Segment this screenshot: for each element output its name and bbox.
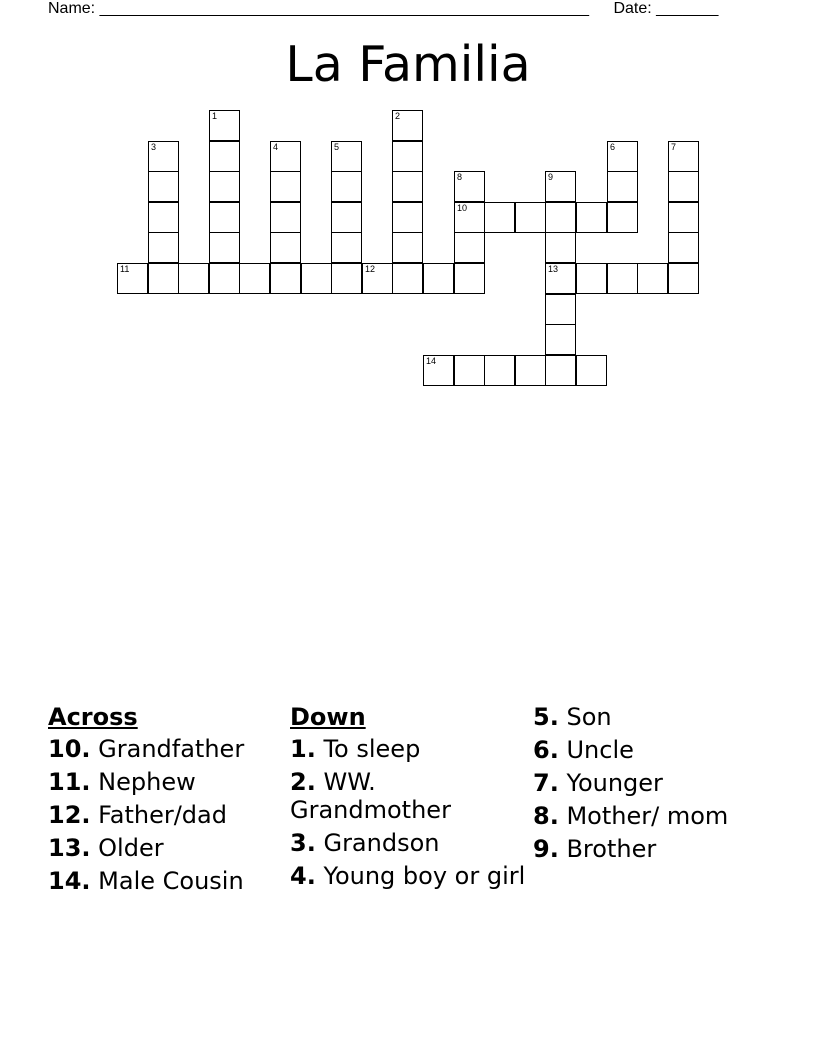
crossword-cell[interactable]	[454, 355, 485, 386]
crossword-cell[interactable]	[148, 171, 179, 202]
crossword-cell[interactable]	[209, 110, 240, 141]
crossword-cell[interactable]	[239, 263, 270, 294]
crossword-cell[interactable]	[209, 171, 240, 202]
crossword-cell[interactable]	[331, 202, 362, 233]
date-field-label: Date: _______	[613, 0, 719, 17]
crossword-cell[interactable]	[668, 202, 699, 233]
crossword-cell[interactable]	[576, 355, 607, 386]
crossword-cell[interactable]	[423, 263, 454, 294]
crossword-cell[interactable]	[515, 355, 546, 386]
clue-down-7: 7. Younger	[533, 769, 663, 797]
clue-down-1: 1. To sleep	[290, 735, 421, 763]
crossword-cell[interactable]	[545, 202, 576, 233]
clue-number: 9	[548, 172, 554, 182]
clue-across-12: 12. Father/dad	[48, 801, 227, 829]
crossword-cell[interactable]	[515, 202, 546, 233]
crossword-cell[interactable]	[545, 232, 576, 263]
crossword-cell[interactable]	[209, 202, 240, 233]
crossword-cell[interactable]	[362, 263, 393, 294]
clue-down-3: 3. Grandson	[290, 829, 440, 857]
crossword-cell[interactable]	[668, 232, 699, 263]
clue-number: 14	[426, 356, 437, 366]
crossword-cell[interactable]	[484, 202, 515, 233]
clue-across-14: 14. Male Cousin	[48, 867, 244, 895]
crossword-cell[interactable]	[270, 232, 301, 263]
clue-number: 11	[120, 264, 130, 274]
crossword-cell[interactable]	[607, 263, 638, 294]
crossword-cell[interactable]	[270, 263, 301, 294]
clue-number: 2	[395, 111, 401, 121]
crossword-cell[interactable]	[545, 324, 576, 355]
clue-number: 13	[548, 264, 559, 274]
down-clues	[290, 703, 526, 895]
clue-number: 7	[671, 142, 677, 152]
clue-down-5: 5. Son	[533, 703, 612, 731]
down-heading: Down	[290, 703, 366, 731]
crossword-cell[interactable]	[270, 202, 301, 233]
crossword-cell[interactable]	[545, 294, 576, 325]
page-title: La Familia	[285, 36, 531, 93]
crossword-cell[interactable]	[454, 232, 485, 263]
clue-down-8: 8. Mother/ mom	[533, 802, 729, 830]
crossword-cell[interactable]	[331, 232, 362, 263]
crossword-cell[interactable]	[148, 202, 179, 233]
crossword-cell[interactable]	[454, 263, 485, 294]
crossword-cell[interactable]	[668, 141, 699, 172]
crossword-cell[interactable]	[668, 263, 699, 294]
crossword-cell[interactable]	[392, 202, 423, 233]
crossword-cell[interactable]	[392, 232, 423, 263]
crossword-cell[interactable]	[178, 263, 209, 294]
down-clues-continued	[533, 703, 769, 868]
clue-number: 12	[365, 264, 376, 274]
across-heading: Across	[48, 703, 138, 731]
crossword-cell[interactable]	[148, 141, 179, 172]
crossword-cell[interactable]	[392, 171, 423, 202]
crossword-cell[interactable]	[545, 355, 576, 386]
clue-across-13: 13. Older	[48, 834, 164, 862]
crossword-cell[interactable]	[607, 202, 638, 233]
crossword-cell[interactable]	[270, 141, 301, 172]
crossword-cell[interactable]	[331, 141, 362, 172]
crossword-cell[interactable]	[576, 202, 607, 233]
across-clues	[48, 703, 284, 900]
clue-number: 10	[457, 203, 468, 213]
clue-down-6: 6. Uncle	[533, 736, 634, 764]
crossword-cell[interactable]	[331, 171, 362, 202]
crossword-cell[interactable]	[209, 263, 240, 294]
clue-number: 1	[212, 111, 218, 121]
clue-number: 8	[457, 172, 463, 182]
crossword-cell[interactable]	[423, 355, 454, 386]
crossword-cell[interactable]	[209, 141, 240, 172]
name-field-label: Name: _______________________________________________________	[48, 0, 589, 17]
crossword-cell[interactable]	[331, 263, 362, 294]
clue-across-11: 11. Nephew	[48, 768, 196, 796]
crossword-cell[interactable]	[607, 171, 638, 202]
crossword-cell[interactable]	[270, 171, 301, 202]
crossword-cell[interactable]	[392, 110, 423, 141]
crossword-cell[interactable]	[576, 263, 607, 294]
clue-down-4: 4. Young boy or girl	[290, 862, 526, 890]
crossword-cell[interactable]	[637, 263, 668, 294]
crossword-cell[interactable]	[545, 171, 576, 202]
crossword-cell[interactable]	[148, 263, 179, 294]
crossword-grid	[0, 0, 816, 400]
clue-number: 6	[610, 142, 616, 152]
clue-down-2: 2. WW. Grandmother	[290, 768, 451, 824]
clue-number: 5	[334, 142, 340, 152]
crossword-cell[interactable]	[117, 263, 148, 294]
clue-down-9: 9. Brother	[533, 835, 657, 863]
crossword-cell[interactable]	[454, 171, 485, 202]
crossword-cell[interactable]	[607, 141, 638, 172]
clue-number: 3	[151, 142, 157, 152]
crossword-cell[interactable]	[484, 355, 515, 386]
crossword-cell[interactable]	[209, 232, 240, 263]
crossword-cell[interactable]	[301, 263, 332, 294]
clue-across-10: 10. Grandfather	[48, 735, 245, 763]
clue-number: 4	[273, 142, 279, 152]
crossword-cell[interactable]	[545, 263, 576, 294]
crossword-cell[interactable]	[668, 171, 699, 202]
crossword-cell[interactable]	[454, 202, 485, 233]
crossword-cell[interactable]	[392, 263, 423, 294]
crossword-cell[interactable]	[148, 232, 179, 263]
crossword-cell[interactable]	[392, 141, 423, 172]
